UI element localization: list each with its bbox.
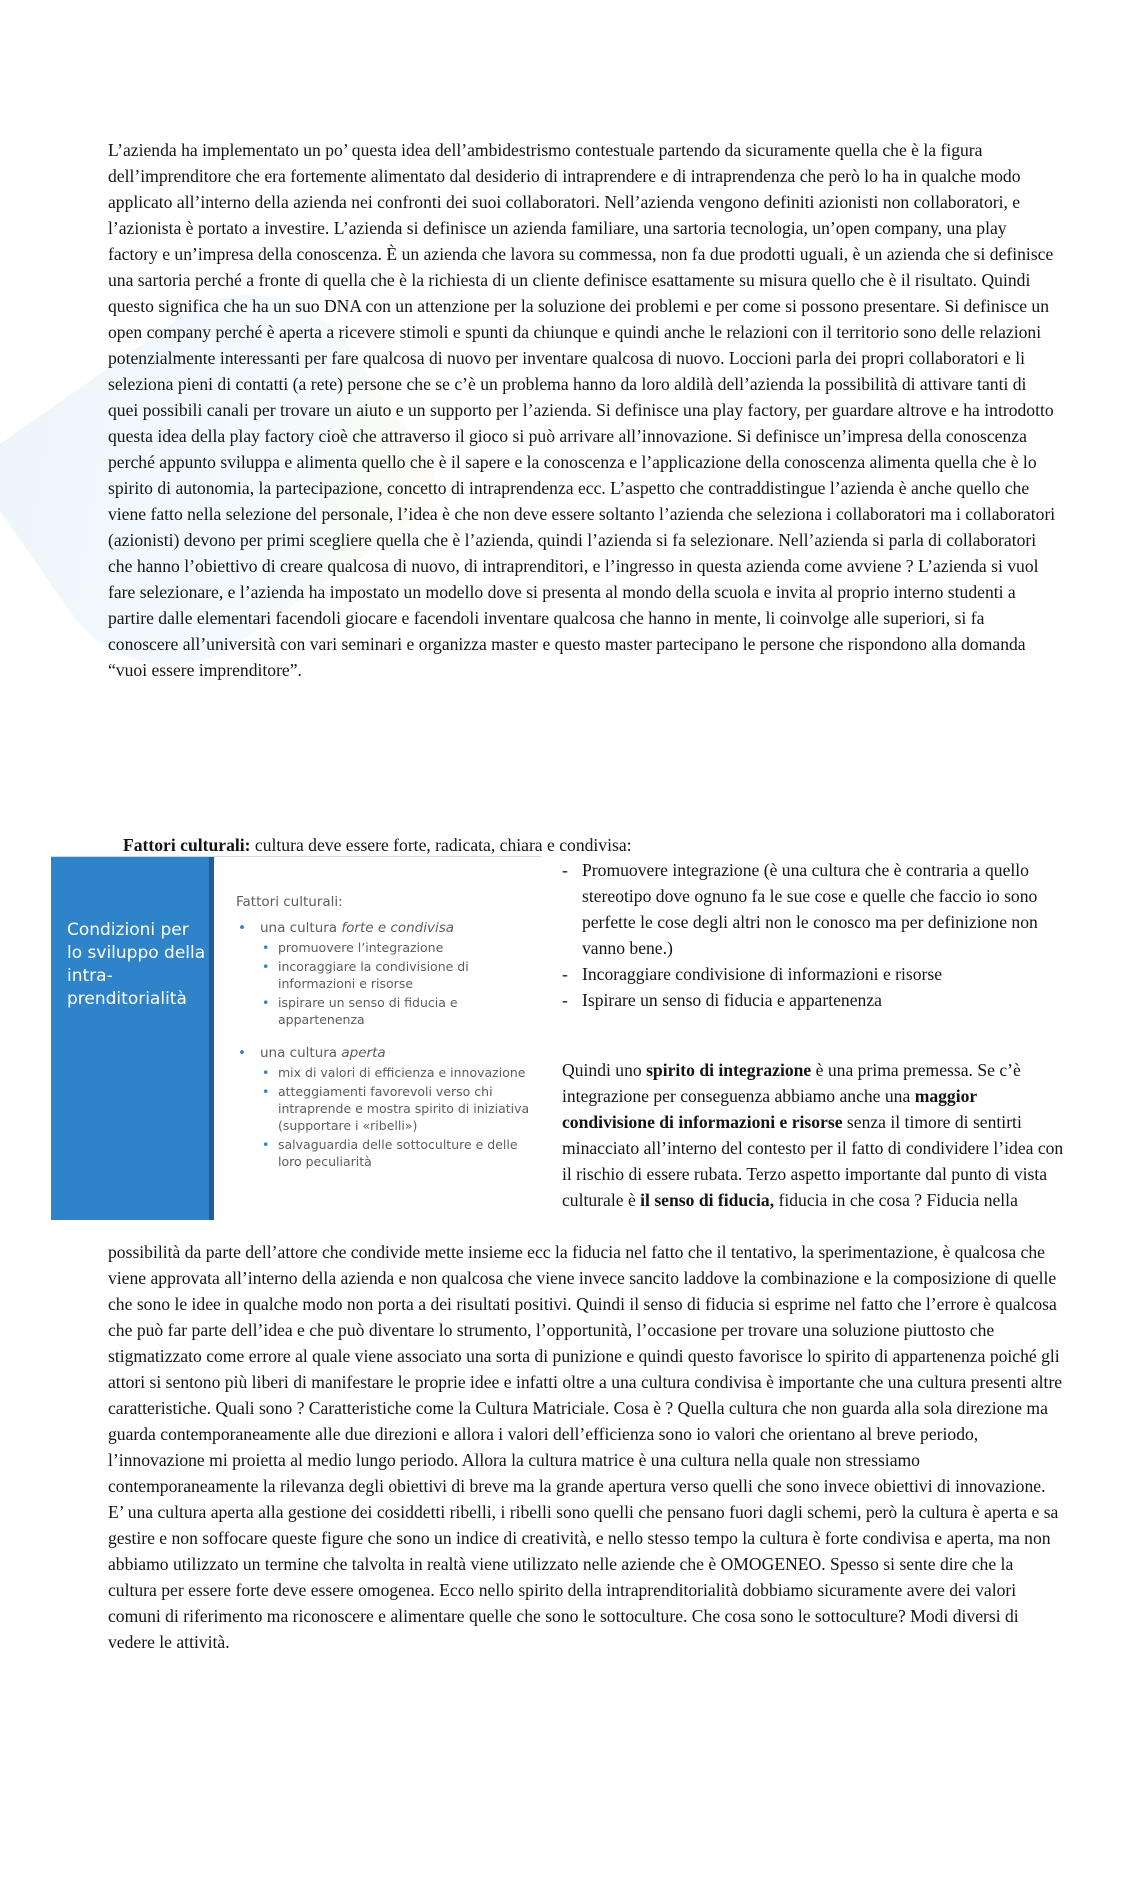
- slide-divider: [209, 857, 214, 1220]
- list-item: - Promuovere integrazione (è una cultura che è contraria a quello stereotipo dove ognuno fa le sue cose e quelle che faccio io sono perfette le cose degli altri non le conosco ma per definizione non vanno bene.): [562, 860, 1038, 958]
- section-heading-bold: Fattori culturali:: [123, 835, 251, 855]
- slide-bullet-group: • una cultura forte e condivisa: [238, 920, 455, 936]
- slide-sub-bullet: • ispirare un senso di fiducia e appartenenza: [262, 995, 458, 1027]
- slide-heading: Fattori culturali:: [236, 894, 343, 910]
- list-item: - Incoraggiare condivisione di informazioni e risorse: [562, 964, 943, 984]
- intro-paragraph: L’azienda ha implementato un po’ questa idea dell’ambidestrismo contestuale partendo da sicuramente quella che è la figura dell’imprenditore che era fortemente alimentato dal desiderio di intraprendere e di intraprendenza che però lo ha in qualche modo applicato all’interno della azienda nei confronti dei suoi collaboratori. Nell’azienda vengono definiti azionisti non collaboratori, e l’azionista è portato a investire. L’azienda si definisce un azienda familiare, una sartoria tecnologia, un’open company, una play factory e un’impresa della conoscenza. È un azienda che lavora su commessa, non fa due prodotti uguali, è un azienda che si definisce una sartoria perché a fronte di quella che è la richiesta di un cliente definisce esattamente su misura quello che è il risultato. Quindi questo significa che ha un suo DNA con un attenzione per la soluzione dei problemi e per come si possono presentare. Si definisce un open company perché è aperta a ricevere stimoli e spunti da chiunque e quindi anche le relazioni con il territorio sono delle relazioni potenzialmente interessanti per fare qualcosa di nuovo per inventare qualcosa di nuovo. Loccioni parla dei propri collaboratori e li seleziona pieni di contatti (a rete) persone che se c’è un problema hanno da loro aldilà dell’azienda la possibilità di attivare tanti di quei possibili canali per trovare un aiuto e un supporto per l’azienda. Si definisce una play factory, per guardare altrove e ha introdotto questa idea della play factory cioè che attraverso il gioco si può arrivare all’innovazione. Si definisce un’impresa della conoscenza perché appunto sviluppa e alimenta quello che è il sapere e la conoscenza e l’applicazione della conoscenza alimenta quella che è lo spirito di autonomia, la partecipazione, concetto di intraprendenza ecc. L’aspetto che contraddistingue l’azienda è anche quello che viene fatto nella selezione del personale, l’idea è che non deve essere soltanto l’azienda che seleziona i collaboratori ma i collaboratori (azionisti) devono per primi scegliere quella che è l’azienda, quindi l’azienda si fa selezionare. Nell’azienda si parla di collaboratori che hanno l’obiettivo di creare qualcosa di nuovo, di intraprenditori, e l’ingresso in questa azienda come avviene ? L’azienda si vuol fare selezionare, e l’azienda ha impostato un modello dove si presenta al mondo della scuola e invita al proprio interno studenti a partire dalle elementari facendoli giocare e facendoli inventare qualcosa che hanno in mente, li coinvolge alle superiori, si fa conoscere all’università con vari seminari e organizza master e questo master partecipano le persone che rispondono alla domanda “vuoi essere imprenditore”.: [108, 140, 1056, 680]
- bullet-icon: •: [262, 995, 270, 1010]
- slide-sub-bullet: • promuovere l’integrazione: [262, 940, 444, 955]
- bullet-icon: •: [262, 1065, 270, 1080]
- slide-sub-bullet: • salvaguardia delle sottoculture e delle loro peculiarità: [262, 1137, 518, 1169]
- bullet-icon: •: [262, 1137, 270, 1152]
- bullet-list: [562, 857, 1072, 1013]
- list-item: - Ispirare un senso di fiducia e appartenenza: [562, 990, 882, 1010]
- section-heading-rest: cultura deve essere forte, radicata, chiara e condivisa:: [250, 835, 632, 855]
- slide-sub-bullet: • incoraggiare la condivisione di informazioni e risorse: [262, 959, 469, 991]
- trust-paragraph: possibilità da parte dell’attore che condivide mette insieme ecc la fiducia nel fatto che il tentativo, la sperimentazione, è qualcosa che viene approvata all’interno della azienda e non qualcosa che viene invece sancito laddove la combinazione e la composizione di quelle che sono le idee in qualche modo non porta a dei risultati positivi. Quindi il senso di fiducia si esprime nel fatto che l’errore è qualcosa che può far parte dell’idea e che può diventare lo strumento, l’opportunità, l’occasione per trovare una soluzione piuttosto che stigmatizzato come errore al quale viene associato una sorta di punizione e quindi questo favorisce lo spirito di appartenenza poiché gli attori si sentono più liberi di manifestare le proprie idee e infatti oltre a una cultura condivisa è importante che una cultura presenti altre caratteristiche. Quali sono ? Caratteristiche come la Cultura Matriciale. Cosa è ? Quella cultura che non guarda alla sola direzione ma guarda contemporaneamente alle due direzioni e allora i valori dell’efficienza sono io valori che orientano al breve periodo, l’innovazione mi proietta al medio lungo periodo. Allora la cultura matrice è una cultura nella quale non stressiamo contemporaneamente la rilevanza degli obiettivi di breve ma la grande apertura verso quelli che sono invece obiettivi di innovazione. E’ una cultura aperta alla gestione dei cosiddetti ribelli, i ribelli sono quelli che pensano fuori dagli schemi, però la cultura è aperta e sa gestire e non soffocare queste figure che sono un indice di creatività, e nello stesso tempo la cultura è forte condivisa e aperta, ma non abbiamo utilizzato un termine che talvolta in realtà viene utilizzato nelle aziende che è OMOGENEO. Spesso si sente dire che la cultura per essere forte deve essere omogenea. Ecco nello spirito della intraprenditorialità dobbiamo sicuramente avere dei valori comuni di riferimento ma riconoscere e alimentare quelle che sono le sottoculture. Che cosa sono le sottoculture? Modi diversi di vedere le attività.: [108, 1242, 1063, 1652]
- slide-left-panel: [51, 857, 214, 1220]
- integration-paragraph: Quindi uno spirito di integrazione è una prima premessa. Se c’è integrazione per conseguenza abbiamo anche una maggior condivisione di informazioni e risorse senza il timore di sentirti minacciato all’interno del contesto per il fatto di condividere l’idea con il rischio di essere rubata. Terzo aspetto importante dal punto di vista culturale è il senso di fiducia, fiducia in che cosa ? Fiducia nella: [562, 1060, 1064, 1210]
- slide-bullet-group: • una cultura aperta: [238, 1045, 386, 1061]
- slide-sub-bullet: • mix di valori di efficienza e innovazione: [262, 1065, 526, 1080]
- slide-content: [236, 893, 536, 1170]
- bullet-icon: •: [238, 920, 246, 936]
- slide-sub-bullet: • atteggiamenti favorevoli verso chi intraprende e mostra spirito di iniziativa (supportare i «ribelli»): [262, 1084, 530, 1133]
- slide-image: [51, 856, 541, 1220]
- bullet-icon: •: [262, 959, 270, 974]
- bullet-icon: •: [238, 1045, 246, 1061]
- slide-title: Condizioni per lo sviluppo della intra-prenditorialità: [67, 920, 206, 1009]
- bullet-icon: •: [262, 940, 270, 955]
- bullet-icon: •: [262, 1084, 270, 1099]
- section-heading: [123, 832, 632, 858]
